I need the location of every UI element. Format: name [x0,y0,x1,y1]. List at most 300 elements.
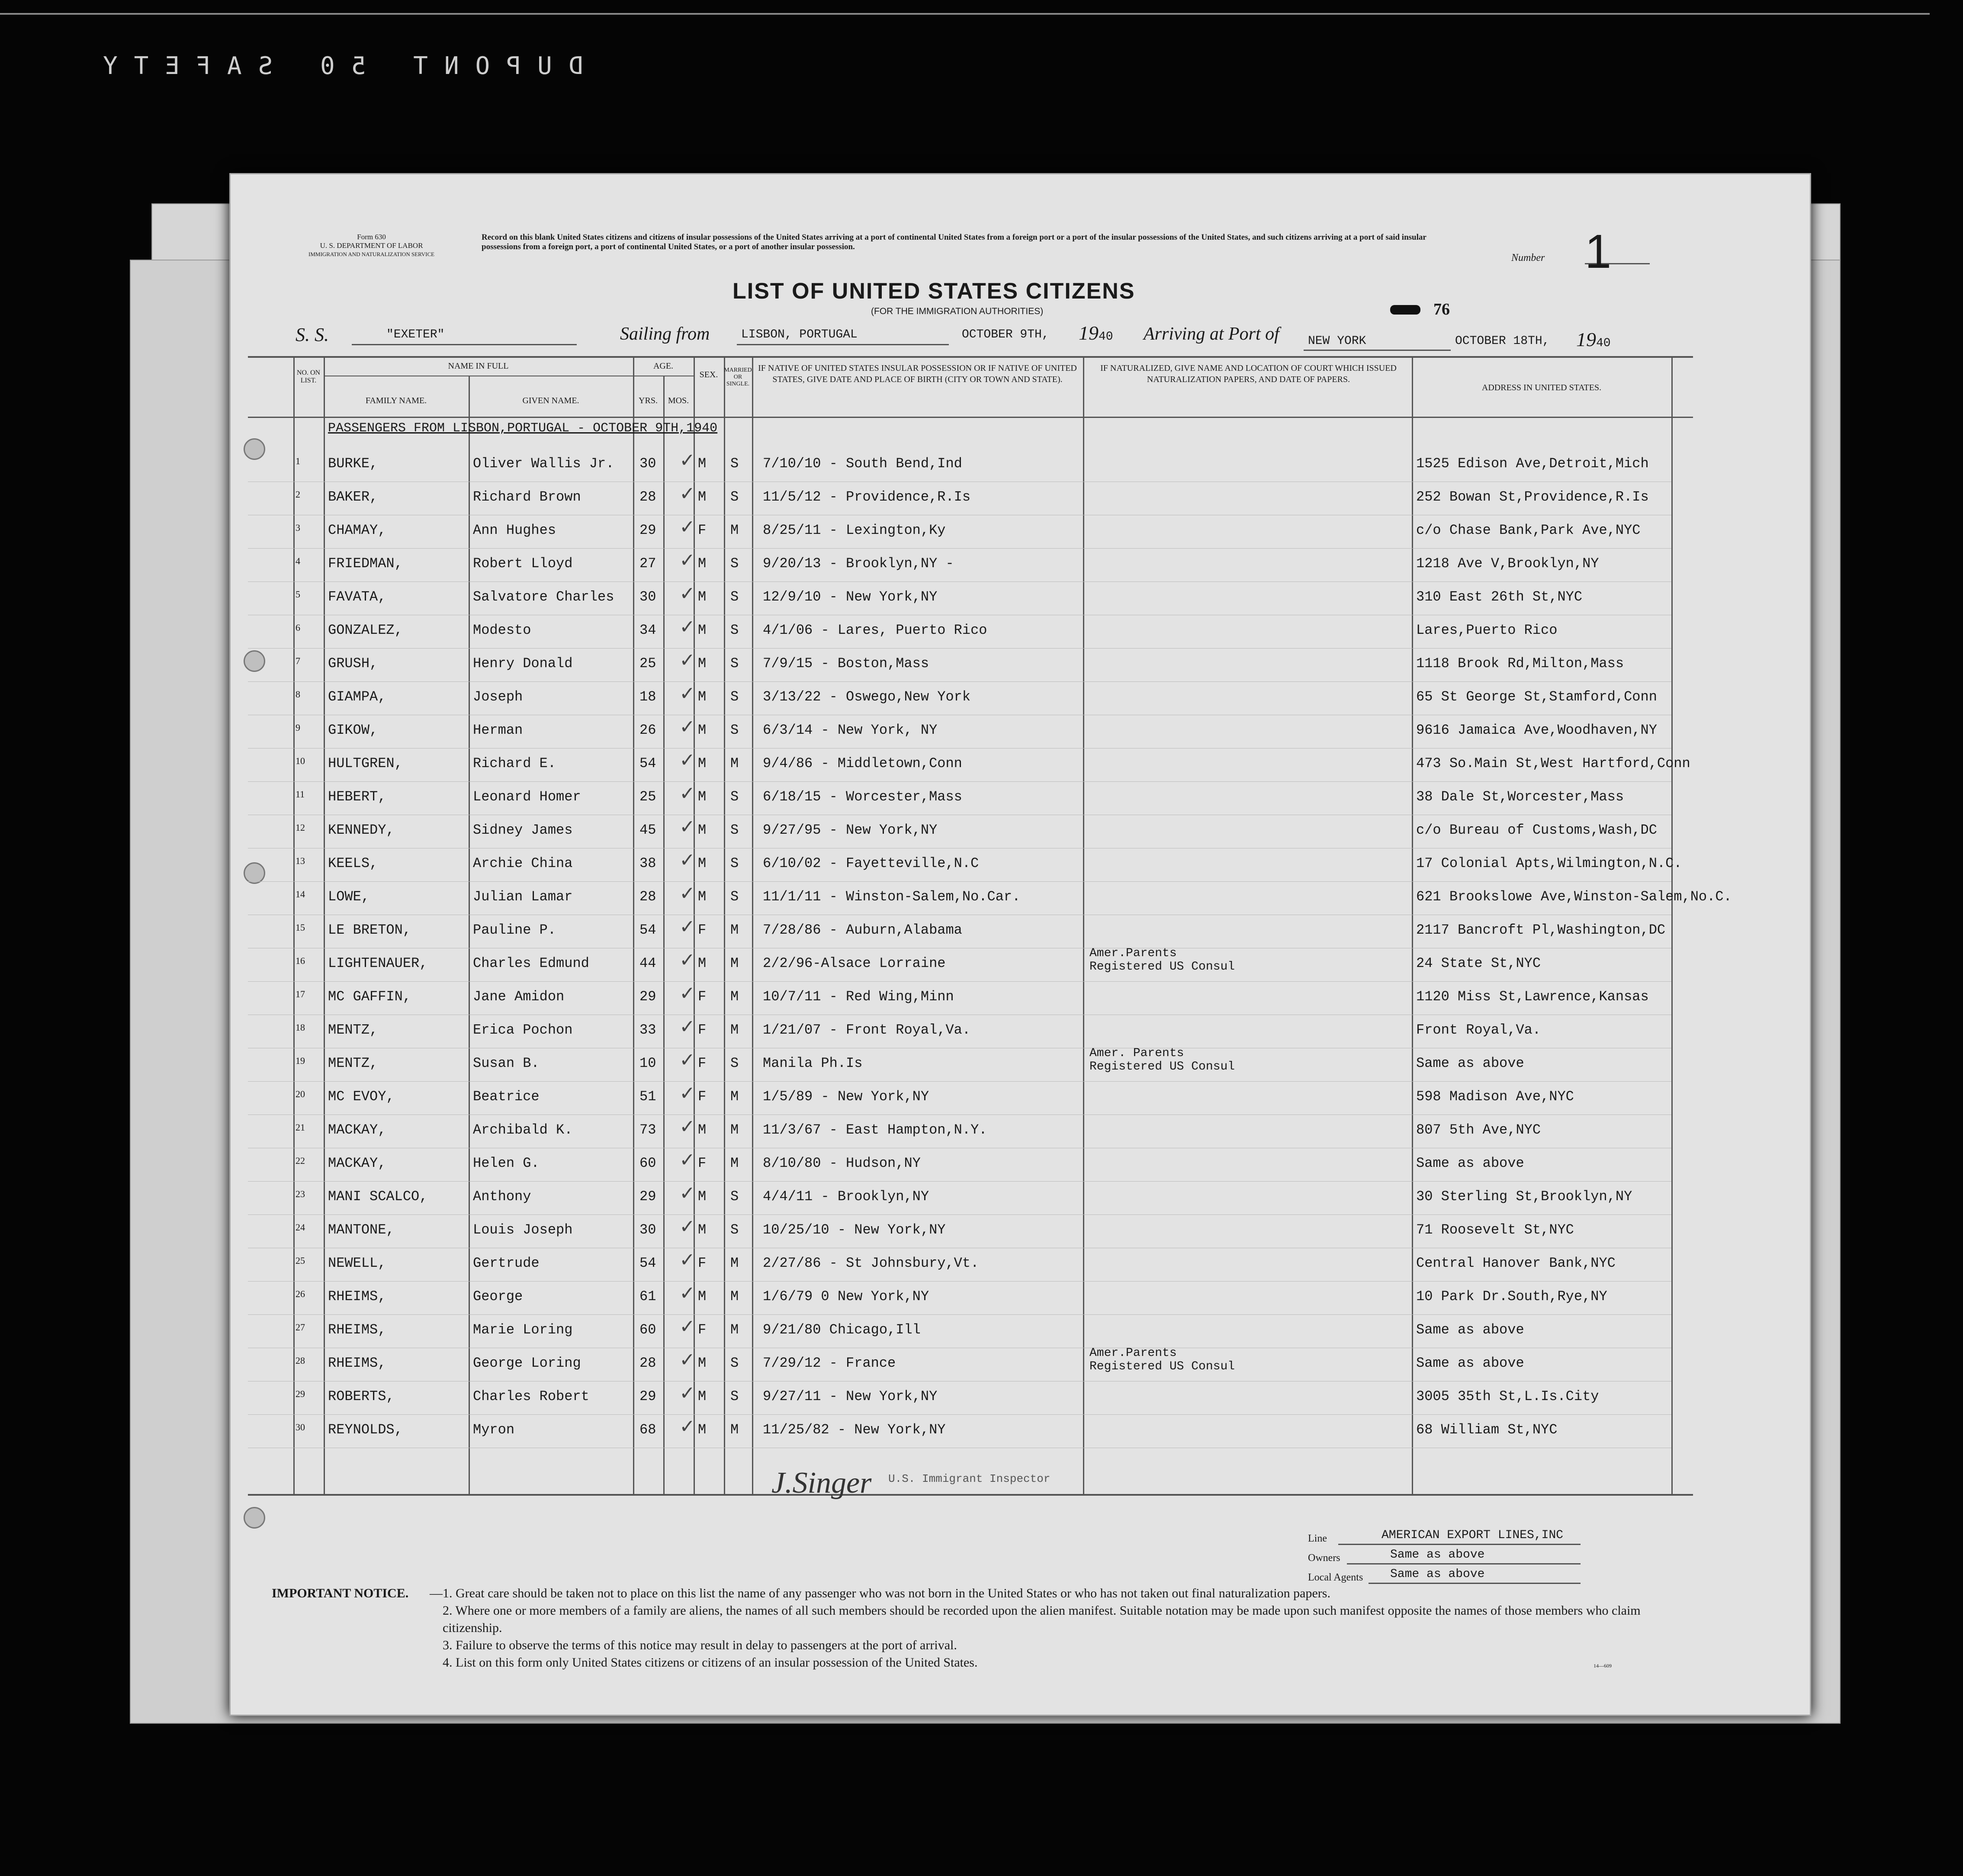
owners-label: Owners [1308,1552,1340,1564]
birth-date-place: 4/1/06 - Lares, Puerto Rico [763,622,987,638]
col-header-yrs: YRS. [639,396,658,405]
table-row [231,984,1732,1018]
col-header-no: NO. ON LIST. [296,369,321,384]
row-number: 27 [296,1322,305,1333]
us-address: 71 Roosevelt St,NYC [1416,1222,1574,1238]
marital-status: S [730,689,739,705]
family-name: HULTGREN, [328,755,403,771]
table-row [231,1151,1732,1185]
us-address: Same as above [1416,1322,1524,1338]
col-header-address: ADDRESS IN UNITED STATES. [1481,383,1602,392]
age-years: 60 [639,1322,656,1338]
birth-date-place: 7/9/15 - Boston,Mass [763,655,929,671]
marital-status: S [730,1355,739,1371]
sex: M [698,755,707,771]
birth-date-place: 9/20/13 - Brooklyn,NY - [763,556,954,572]
family-name: ROBERTS, [328,1388,395,1404]
family-name: RHEIMS, [328,1322,386,1338]
notice-3: 3. Failure to observe the terms of this notice may result in delay to passengers at the port of arrival. [443,1638,957,1652]
table-row [231,551,1732,585]
age-years: 68 [639,1422,656,1438]
check-mark-icon: ✓ [681,1049,694,1073]
given-name: George Loring [473,1355,581,1371]
family-name: HEBERT, [328,789,386,805]
given-name: Charles Robert [473,1388,589,1404]
age-years: 30 [639,1222,656,1238]
family-name: RHEIMS, [328,1355,386,1371]
birth-date-place: 6/18/15 - Worcester,Mass [763,789,962,805]
row-number: 20 [296,1089,305,1099]
check-mark-icon: ✓ [681,716,694,740]
row-divider [248,1214,1671,1215]
form-issuer [308,233,434,259]
given-name: Anthony [473,1189,531,1205]
check-mark-icon: ✓ [681,916,694,940]
age-years: 54 [639,922,656,938]
family-name: GRUSH, [328,655,378,671]
family-name: MANTONE, [328,1222,395,1238]
table-row [231,718,1732,752]
naturalization-note: Amer.Parents Registered US Consul [1089,1346,1235,1373]
sex: M [698,1288,707,1304]
check-mark-icon: ✓ [681,582,694,607]
row-number: 8 [296,689,300,700]
marital-status: S [730,722,739,738]
row-divider [248,681,1671,682]
birth-date-place: 11/3/67 - East Hampton,N.Y. [763,1122,987,1138]
col-header-age: AGE. [653,361,674,371]
family-name: MACKAY, [328,1122,386,1138]
number-value: 1 [1585,225,1612,278]
sex: M [698,456,707,472]
birth-date-place: 1/21/07 - Front Royal,Va. [763,1022,971,1038]
arrival-date: OCTOBER 18TH, [1455,334,1550,348]
page-subtitle: (FOR THE IMMIGRATION AUTHORITIES) [871,306,1044,316]
row-number: 21 [296,1122,305,1133]
given-name: Ann Hughes [473,522,556,538]
check-mark-icon: ✓ [681,1382,694,1407]
given-name: Joseph [473,689,523,705]
row-number: 9 [296,722,300,733]
sex: F [698,1322,707,1338]
row-number: 24 [296,1222,305,1233]
family-name: LE BRETON, [328,922,411,938]
sex: M [698,1189,707,1205]
sex: M [698,1388,707,1404]
us-address: 2117 Bancroft Pl,Washington,DC [1416,922,1666,938]
check-mark-icon: ✓ [681,949,694,973]
table-row [231,818,1732,851]
marital-status: M [730,1155,739,1171]
service: IMMIGRATION AND NATURALIZATION SERVICE [308,251,435,257]
birth-date-place: 7/29/12 - France [763,1355,896,1371]
marital-status: M [730,1422,739,1438]
row-divider [248,881,1671,882]
marital-status: M [730,1288,739,1304]
birth-date-place: 10/25/10 - New York,NY [763,1222,946,1238]
check-mark-icon: ✓ [681,1149,694,1173]
check-mark-icon: ✓ [681,982,694,1007]
birth-date-place: 9/4/86 - Middletown,Conn [763,755,962,771]
arriving-label: Arriving at Port of [1144,324,1279,344]
birth-date-place: 2/27/86 - St Johnsbury,Vt. [763,1255,979,1271]
us-address: Same as above [1416,1155,1524,1171]
table-row [231,582,1732,618]
us-address: 1525 Edison Ave,Detroit,Mich [1416,456,1649,472]
given-name: Erica Pochon [473,1022,573,1038]
birth-date-place: 10/7/11 - Red Wing,Minn [763,989,954,1005]
arrival-port: NEW YORK [1308,334,1366,348]
family-name: MACKAY, [328,1155,386,1171]
col-header-married: MARRIED OR SINGLE. [724,367,752,387]
check-mark-icon: ✓ [681,1415,694,1440]
owners-value: Same as above [1390,1548,1485,1561]
birth-date-place: 1/5/89 - New York,NY [763,1089,929,1105]
us-address: c/o Bureau of Customs,Wash,DC [1416,822,1657,838]
marital-status: S [730,855,739,871]
age-years: 34 [639,622,656,638]
age-years: 28 [639,1355,656,1371]
given-name: Susan B. [473,1055,540,1071]
sex: F [698,1055,707,1071]
us-address: 38 Dale St,Worcester,Mass [1416,789,1624,805]
table-row [231,1417,1732,1451]
marital-status: M [730,755,739,771]
family-name: KEELS, [328,855,378,871]
row-number: 4 [296,556,300,566]
age-years: 73 [639,1122,656,1138]
table-row [231,1217,1732,1251]
row-number: 13 [296,855,305,866]
age-years: 29 [639,1189,656,1205]
birth-date-place: 3/13/22 - Oswego,New York [763,689,971,705]
marital-status: S [730,556,739,572]
marital-status: M [730,1255,739,1271]
line-value: AMERICAN EXPORT LINES,INC [1381,1529,1564,1542]
sex: M [698,622,707,638]
birth-date-place: 1/6/79 0 New York,NY [763,1288,929,1304]
age-years: 61 [639,1288,656,1304]
row-divider [248,981,1671,982]
family-name: MC GAFFIN, [328,989,411,1005]
given-name: Beatrice [473,1089,540,1105]
table-row [231,651,1732,685]
family-name: BAKER, [328,489,378,505]
sex: M [698,822,707,838]
film-edge-text: DUPONT 50 SAFETY [87,52,583,80]
table-row [231,784,1732,818]
us-address: 1218 Ave V,Brooklyn,NY [1416,556,1599,572]
col-header-sex: SEX. [699,370,718,379]
given-name: Richard Brown [473,489,581,505]
family-name: NEWELL, [328,1255,386,1271]
sailing-date: OCTOBER 9TH, [962,328,1049,341]
line-label: Line [1308,1533,1327,1544]
check-mark-icon: ✓ [681,649,694,674]
check-mark-icon: ✓ [681,849,694,874]
age-years: 44 [639,955,656,971]
sex: F [698,1255,707,1271]
family-name: GIKOW, [328,722,378,738]
sex: F [698,522,707,538]
age-years: 30 [639,589,656,605]
us-address: 24 State St,NYC [1416,955,1541,971]
table-row [231,518,1732,552]
row-divider [248,781,1671,782]
check-mark-icon: ✓ [681,516,694,540]
family-name: GIAMPA, [328,689,386,705]
us-address: 473 So.Main St,West Hartford,Conn [1416,755,1690,771]
number-label: Number [1511,252,1545,263]
marital-status: M [730,1089,739,1105]
row-number: 12 [296,822,305,833]
film-edge-line [0,13,1930,15]
col-header-naturalized: IF NATURALIZED, GIVE NAME AND LOCATION OF COURT WHICH ISSUED NATURALIZATION PAPERS, AND DATE OF PAPERS. [1100,363,1397,384]
birth-date-place: 8/25/11 - Lexington,Ky [763,522,946,538]
sex: F [698,1022,707,1038]
family-name: MC EVOY, [328,1089,395,1105]
row-number: 7 [296,655,300,666]
family-name: RHEIMS, [328,1288,386,1304]
age-years: 29 [639,989,656,1005]
age-years: 18 [639,689,656,705]
birth-date-place: 9/21/80 Chicago,Ill [763,1322,921,1338]
row-divider [248,1414,1671,1415]
table-row [231,1317,1732,1351]
row-number: 2 [296,489,300,500]
row-number: 3 [296,522,300,533]
birth-date-place: 6/3/14 - New York, NY [763,722,938,738]
check-mark-icon: ✓ [681,1182,694,1207]
given-name: Myron [473,1422,515,1438]
family-name: GONZALEZ, [328,622,403,638]
row-number: 6 [296,622,300,633]
marital-status: S [730,655,739,671]
row-number: 17 [296,989,305,999]
sailing-label: Sailing from [620,324,710,344]
table-row [231,684,1732,718]
age-years: 25 [639,655,656,671]
age-years: 28 [639,489,656,505]
marital-status: M [730,1122,739,1138]
age-years: 38 [639,855,656,871]
sex: M [698,556,707,572]
us-address: 17 Colonial Apts,Wilmington,N.C. [1416,855,1682,871]
row-number: 1 [296,456,300,466]
table-row [231,618,1732,652]
check-mark-icon: ✓ [681,1215,694,1240]
col-header-family: FAMILY NAME. [365,396,427,405]
given-name: Leonard Homer [473,789,581,805]
given-name: Archie China [473,855,573,871]
age-years: 10 [639,1055,656,1071]
marital-status: M [730,1322,739,1338]
marital-status: S [730,789,739,805]
stamp-blot [1390,305,1420,315]
us-address: 598 Madison Ave,NYC [1416,1089,1574,1105]
family-name: REYNOLDS, [328,1422,403,1438]
given-name: Jane Amidon [473,989,565,1005]
marital-status: S [730,1189,739,1205]
check-mark-icon: ✓ [681,549,694,574]
sex: M [698,1222,707,1238]
given-name: Julian Lamar [473,889,573,905]
stamp-code: 76 [1390,300,1450,319]
given-name: Sidney James [473,822,573,838]
row-number: 15 [296,922,305,933]
check-mark-icon: ✓ [681,1249,694,1273]
us-address: 1120 Miss St,Lawrence,Kansas [1416,989,1649,1005]
given-name: Oliver Wallis Jr. [473,456,614,472]
age-years: 54 [639,1255,656,1271]
us-address: 10 Park Dr.South,Rye,NY [1416,1288,1607,1304]
marital-status: M [730,522,739,538]
us-address: 3005 35th St,L.Is.City [1416,1388,1599,1404]
us-address: Same as above [1416,1055,1524,1071]
table-row [231,851,1732,885]
row-divider [248,581,1671,582]
check-mark-icon: ✓ [681,749,694,774]
us-address: c/o Chase Bank,Park Ave,NYC [1416,522,1641,538]
age-years: 33 [639,1022,656,1038]
inspector-stamp: U.S. Immigrant Inspector [888,1472,1051,1485]
marital-status: S [730,622,739,638]
table-row [231,1251,1732,1285]
col-header-name: NAME IN FULL [448,361,509,371]
marital-status: M [730,989,739,1005]
naturalization-note: Amer. Parents Registered US Consul [1089,1047,1235,1073]
age-years: 30 [639,456,656,472]
row-number: 5 [296,589,300,600]
us-address: 1118 Brook Rd,Milton,Mass [1416,655,1624,671]
table-row [231,1184,1732,1218]
marital-status: M [730,1022,739,1038]
family-name: LIGHTENAUER, [328,955,428,971]
us-address: Front Royal,Va. [1416,1022,1541,1038]
table-row [231,1084,1732,1118]
punch-hole [244,1507,265,1529]
notice-4: 4. List on this form only United States citizens or citizens of an insular possession of the United States. [443,1655,978,1670]
row-number: 11 [296,789,305,800]
table-row [231,1015,1732,1051]
row-divider [248,548,1671,549]
age-years: 54 [639,755,656,771]
us-address: 30 Sterling St,Brooklyn,NY [1416,1189,1632,1205]
given-name: Archibald K. [473,1122,573,1138]
given-name: Louis Joseph [473,1222,573,1238]
us-address: Lares,Puerto Rico [1416,622,1558,638]
check-mark-icon: ✓ [681,1349,694,1373]
age-years: 45 [639,822,656,838]
given-name: Herman [473,722,523,738]
table-row [231,1115,1732,1151]
given-name: Richard E. [473,755,556,771]
age-years: 29 [639,1388,656,1404]
print-code: 14—609 [1594,1663,1612,1669]
table-row [231,1346,1732,1385]
family-name: MANI SCALCO, [328,1189,428,1205]
table-row [231,482,1732,518]
table-row [231,947,1732,985]
us-address: 9616 Jamaica Ave,Woodhaven,NY [1416,722,1657,738]
birth-date-place: 4/4/11 - Brooklyn,NY [763,1189,929,1205]
table-row [231,451,1732,485]
given-name: Salvatore Charles [473,589,614,605]
section-heading: PASSENGERS FROM LISBON,PORTUGAL - OCTOBER 9TH,1940 [328,421,718,436]
check-mark-icon: ✓ [681,1082,694,1107]
marital-status: M [730,922,739,938]
us-address: 65 St George St,Stamford,Conn [1416,689,1657,705]
given-name: Charles Edmund [473,955,589,971]
sex: M [698,655,707,671]
agents-value: Same as above [1390,1568,1485,1581]
ss-label: S. S. [296,324,329,345]
birth-date-place: 9/27/11 - New York,NY [763,1388,938,1404]
us-address: 310 East 26th St,NYC [1416,589,1583,605]
given-name: Gertrude [473,1255,540,1271]
age-years: 28 [639,889,656,905]
row-number: 18 [296,1022,305,1033]
us-address: 807 5th Ave,NYC [1416,1122,1541,1138]
birth-date-place: 6/10/02 - Fayetteville,N.C [763,855,979,871]
marital-status: S [730,1388,739,1404]
age-years: 60 [639,1155,656,1171]
given-name: Henry Donald [473,655,573,671]
sex: M [698,1355,707,1371]
us-address: Central Hanover Bank,NYC [1416,1255,1616,1271]
given-name: George [473,1288,523,1304]
us-address: 68 William St,NYC [1416,1422,1558,1438]
form-number: Form 630 [357,233,386,241]
page-title: LIST OF UNITED STATES CITIZENS [733,279,1135,304]
col-header-given: GIVEN NAME. [522,396,579,405]
table-row [231,1284,1732,1318]
sailing-port: LISBON, PORTUGAL [741,328,858,341]
marital-status: S [730,822,739,838]
check-mark-icon: ✓ [681,682,694,707]
family-name: CHAMAY, [328,522,386,538]
manifest-table [231,356,1810,1498]
row-divider [248,1314,1671,1315]
row-number: 30 [296,1422,305,1433]
birth-date-place: 11/25/82 - New York,NY [763,1422,946,1438]
arrival-year: 1940 [1576,328,1611,350]
sex: F [698,1089,707,1105]
birth-date-place: Manila Ph.Is [763,1055,863,1071]
marital-status: S [730,889,739,905]
family-name: LOWE, [328,889,370,905]
sex: M [698,1422,707,1438]
table-row [231,884,1732,918]
age-years: 51 [639,1089,656,1105]
form-instructions: Record on this blank United States citizens and citizens of insular possessions of the United States arriving at a port of continental United States from a foreign port or a port of the insular possessions of the United States, and such citizens arriving at a port of said insular possessions from a foreign port, a port of continental United States, or a port of another insular possession. [482,233,1426,251]
marital-status: S [730,589,739,605]
table-row [231,751,1732,785]
check-mark-icon: ✓ [681,882,694,907]
sailing-year: 1940 [1079,322,1113,344]
given-name: Modesto [473,622,531,638]
check-mark-icon: ✓ [681,782,694,807]
family-name: FAVATA, [328,589,386,605]
department: U. S. DEPARTMENT OF LABOR [320,241,423,250]
row-number: 25 [296,1255,305,1266]
row-number: 29 [296,1388,305,1399]
sex: F [698,1155,707,1171]
check-mark-icon: ✓ [681,1015,694,1040]
col-header-birth: IF NATIVE OF UNITED STATES INSULAR POSSESSION OR IF NATIVE OF UNITED STATES, GIVE DATE AND PLACE OF BIRTH (CITY OR TOWN AND STATE). [758,363,1077,384]
row-divider [248,1281,1671,1282]
us-address: 621 Brookslowe Ave,Winston-Salem,No.C. [1416,889,1732,905]
